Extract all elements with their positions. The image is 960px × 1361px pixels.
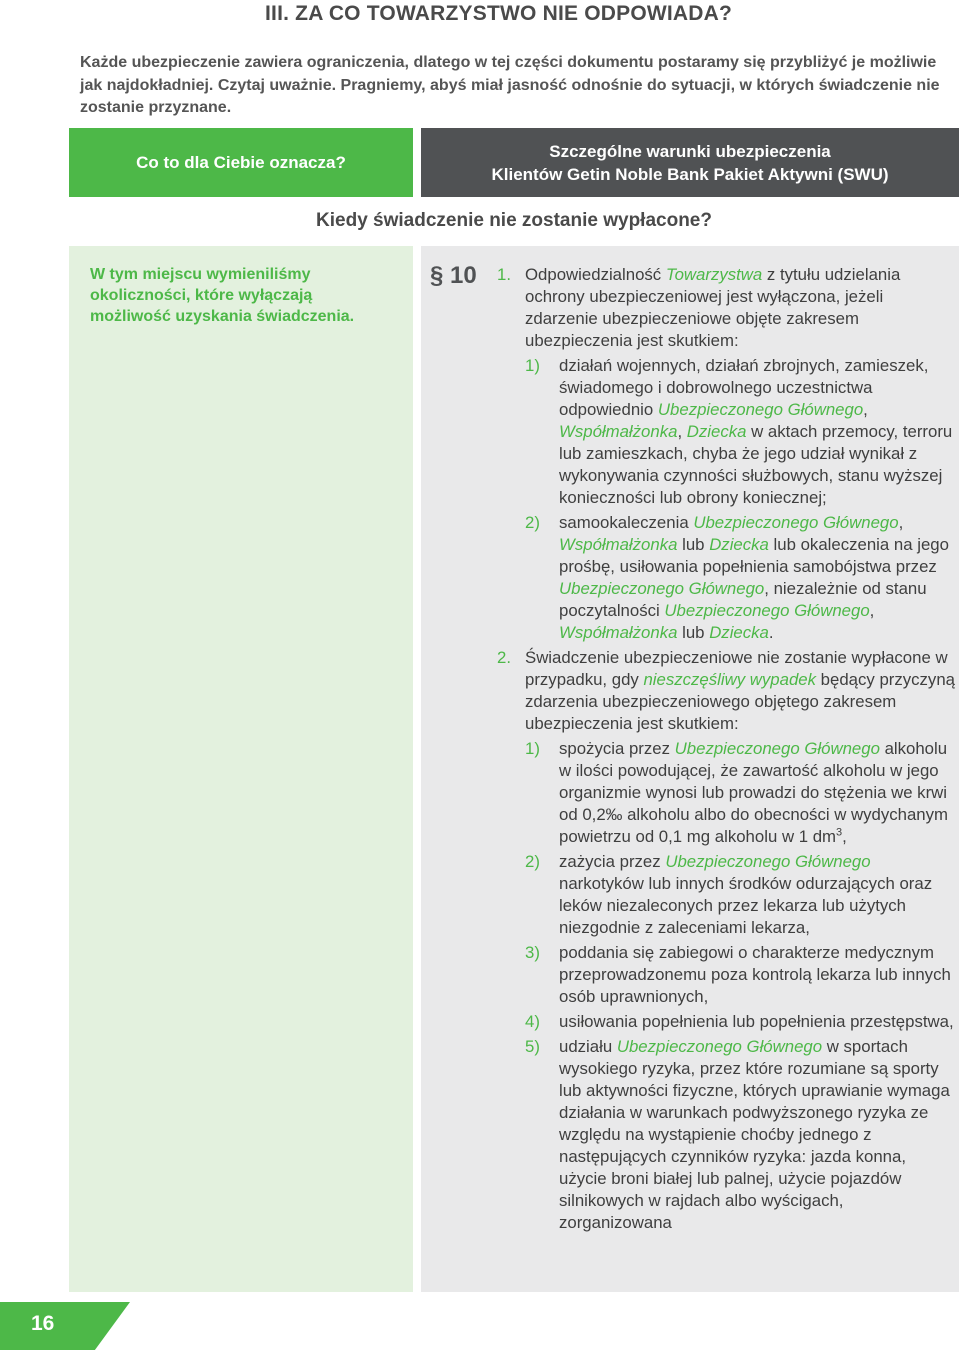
clause-2-point-3: 3) poddania się zabiegowi o charakterze medycznym przeprowadzonemu poza kontrolą lekarza lub innych osób uprawnionych, xyxy=(525,943,951,1006)
header-left-label: Co to dla Ciebie oznacza? xyxy=(136,152,346,172)
terms-content xyxy=(497,264,957,1234)
header-right-line2: Klientów Getin Noble Bank Pakiet Aktywni (SWU) xyxy=(491,164,889,184)
clause-1: 1. Odpowiedzialność Towarzystwa z tytułu udzielania ochrony ubezpieczeniowej jest wyłączona, jeżeli zdarzenie ubezpieczeniowe objęte zakresem ubezpieczenia jest skutkiem: 1) działań wojennych, działań zbrojnych, zamieszek, świadomego i dobrowolnego uczestnictwa odpowiednio Ubezpieczonego Głównego, Współmałżonka, Dziecka w aktach przemocy, terroru lub zamieszkach, chyba że jego udział wynikał z wykonywania czynności służbowych, stanu wyższej konieczności lub obrony koniecznej; 2) samookaleczenia Ubezpieczonego Głównego, Współmałżonka lub Dziecka lub okaleczenia na jego prośbę, usiłowania popełnienia samobójstwa przez Ubezpieczonego Głównego, niezależnie od stanu poczytalności Ubezpieczonego Głównego, Współmałżonka lub Dziecka. xyxy=(497,264,957,644)
page-number: 16 xyxy=(31,1312,55,1335)
header-swu xyxy=(421,128,959,197)
defined-term: Ubezpieczonego Głównego xyxy=(664,601,870,620)
defined-term: Dziecka xyxy=(709,623,769,642)
defined-term: nieszczęśliwy wypadek xyxy=(643,670,817,689)
defined-term: Dziecka xyxy=(709,535,769,554)
defined-term: Współmałżonka xyxy=(559,623,678,642)
point-number: 3) xyxy=(525,943,540,962)
point-number: 1) xyxy=(525,739,540,758)
defined-term: Ubezpieczonego Głównego xyxy=(616,1037,823,1056)
defined-term: Dziecka xyxy=(686,422,747,441)
section-heading: III. ZA CO TOWARZYSTWO NIE ODPOWIADA? xyxy=(265,2,733,25)
defined-term: Ubezpieczonego Głównego xyxy=(559,579,765,598)
defined-term: Współmałżonka xyxy=(559,422,678,441)
clause-2-point-4: 4) usiłowania popełnienia lub popełnienia przestępstwa, xyxy=(525,1012,954,1031)
point-number: 4) xyxy=(525,1012,540,1031)
page-number-tab xyxy=(0,1302,130,1350)
header-right-line1: Szczególne warunki ubezpieczenia xyxy=(549,141,831,161)
clause-1-point-1: 1) działań wojennych, działań zbrojnych, zamieszek, świadomego i dobrowolnego uczestnictwa odpowiednio Ubezpieczonego Głównego, Współmałżonka, Dziecka w aktach przemocy, terroru lub zamieszkach, chyba że jego udział wynikał z wykonywania czynności służbowych, stanu wyższej konieczności lub obrony koniecznej; xyxy=(525,356,953,507)
defined-term: Ubezpieczonego Głównego xyxy=(657,400,864,419)
clause-2-point-2: 2) zażycia przez Ubezpieczonego Głównego narkotyków lub innych środków odurzających oraz leków niezaleconych przez lekarza lub użytych niezgodnie z zaleceniami lekarza, xyxy=(525,852,933,937)
point-number: 2) xyxy=(525,513,540,532)
question-heading: Kiedy świadczenie nie zostanie wypłacone? xyxy=(316,210,712,231)
defined-term: Ubezpieczonego Głównego xyxy=(674,739,880,758)
explanation-column xyxy=(69,246,413,1292)
clause-number: 2. xyxy=(497,648,511,667)
explanation-note: W tym miejscu wymieniliśmy okoliczności, które wyłączają możliwość uzyskania świadczenia. xyxy=(90,266,355,325)
defined-term: Współmałżonka xyxy=(559,535,678,554)
clause-1-point-2: 2) samookaleczenia Ubezpieczonego Głównego, Współmałżonka lub Dziecka lub okaleczenia na jego prośbę, usiłowania popełnienia samobójstwa przez Ubezpieczonego Głównego, niezależnie od stanu poczytalności Ubezpieczonego Głównego, Współmałżonka lub Dziecka. xyxy=(525,513,949,642)
defined-term: Ubezpieczonego Głównego xyxy=(693,513,899,532)
defined-term: Towarzystwa xyxy=(665,265,763,284)
point-number: 5) xyxy=(525,1037,540,1056)
point-number: 2) xyxy=(525,852,540,871)
clause-2-point-1: 1) spożycia przez Ubezpieczonego Głównego alkoholu w ilości powodującej, że zawartość alkoholu w jego organizmie wynosi lub prowadzi do stężenia we krwi od 0,2‰ alkoholu albo do obecności w wydychanym powietrzu od 0,1 mg alkoholu w 1 $dm^3$, xyxy=(525,739,948,846)
clause-2-point-5: 5) udziału Ubezpieczonego Głównego w sportach wysokiego ryzyka, przez które rozumiane są sporty lub aktywności fizyczne, których uprawianie wymaga działania w warunkach podwyższonego ryzyka ze względu na wystąpienie choćby jednego z następujących czynników ryzyka: jazda konna, użycie broni białej lub palnej, użycie pojazdów silnikowych w rajdach albo wyścigach, zorganizowana xyxy=(525,1037,950,1232)
terms-column xyxy=(421,246,959,1292)
clause-number: 1. xyxy=(497,265,511,284)
point-number: 1) xyxy=(525,356,540,375)
paragraph-label: § 10 xyxy=(430,262,477,289)
clause-2: 2. Świadczenie ubezpieczeniowe nie zostanie wypłacone w przypadku, gdy nieszczęśliwy wypadek będący przyczyną zdarzenia ubezpieczeniowego objętego zakresem ubezpieczenia jest skutkiem: 1) spożycia przez Ubezpieczonego Głównego alkoholu w ilości powodującej, że zawartość alkoholu w jego organizmie wynosi lub prowadzi do stężenia we krwi od 0,2‰ alkoholu albo do obecności w wydychanym powietrzu od 0,1 mg alkoholu w 1 $dm^3$, 2) zażycia przez Ubezpieczonego Głównego narkotyków lub innych środków odurzających oraz leków niezaleconych przez lekarza lub użytych niezgodnie z zaleceniami lekarza, 3) poddania się zabiegowi o charakterze medycznym przeprowadzonemu poza kontrolą lekarza lub innych osób uprawnionych, 4) usiłowania popełnienia lub popełnienia przestępstwa, 5) udziału Ubezpieczonego Głównego w sportach wysokiego ryzyka, przez które rozumiane są sporty lub aktywności fizyczne, których uprawianie wymaga działania w warunkach podwyższonego ryzyka ze względu na wystąpienie choćby jednego z następujących czynników ryzyka: jazda konna, użycie broni białej lub palnej, użycie pojazdów silnikowych w rajdach albo wyścigach, zorganizowana xyxy=(497,648,955,1232)
intro-text: Każde ubezpieczenie zawiera ograniczenia, dlatego w tej części dokumentu postaramy się przybliżyć je możliwie jak najdokładniej. Czytaj uważnie. Pragniemy, abyś miał jasność odnośnie do sytuacji, w których świadczenie nie zostanie przyznane. xyxy=(80,54,940,116)
defined-term: Ubezpieczonego Głównego xyxy=(665,852,871,871)
header-what-it-means xyxy=(69,128,413,197)
